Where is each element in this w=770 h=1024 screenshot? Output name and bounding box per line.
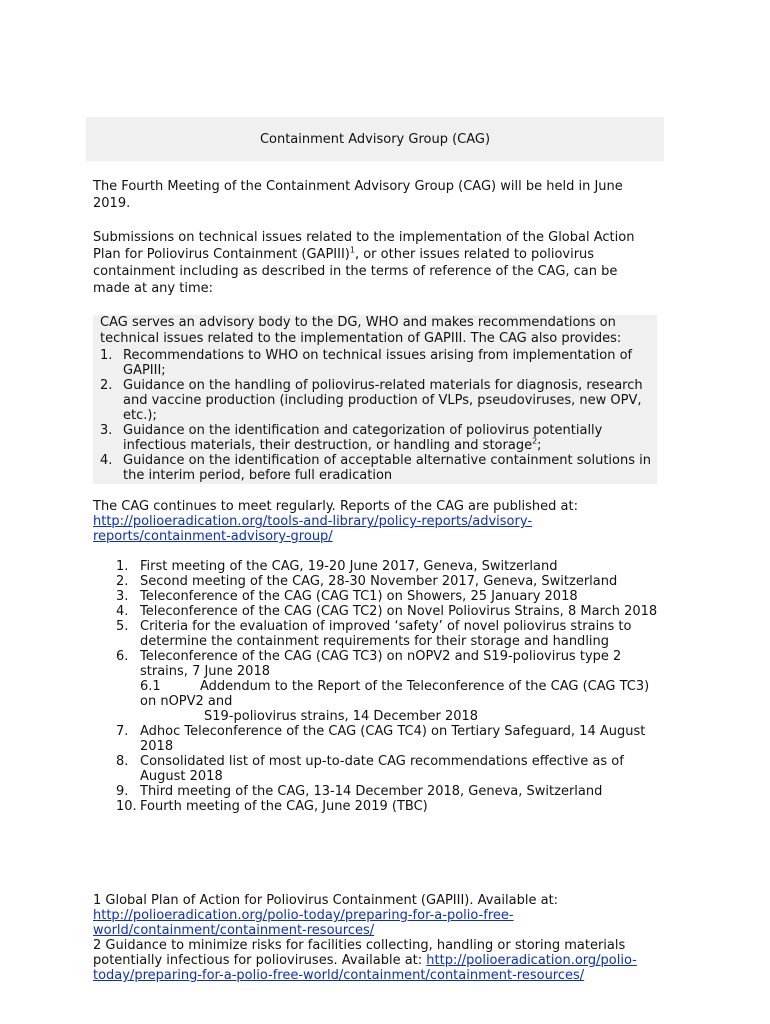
list-item-number: 4.: [100, 453, 113, 468]
meeting-item[interactable]: [116, 574, 661, 589]
footnote-1: [93, 893, 668, 938]
footnote-2: [93, 938, 668, 983]
list-item: [100, 423, 657, 453]
meeting-item[interactable]: [116, 604, 661, 619]
meeting-text: Third meeting of the CAG, 13-14 December 2018, Geneva, Switzerland: [140, 784, 603, 799]
meeting-item[interactable]: [116, 784, 661, 799]
meeting-subitem-text: Addendum to the Report of the Teleconference of the CAG (CAG TC3) on nOPV2 and: [140, 679, 650, 709]
meeting-item[interactable]: [116, 799, 661, 814]
list-item-text: Guidance on the identification of acceptable alternative containment solutions in the interim period, before full eradication: [123, 453, 651, 483]
meeting-subitem-continuation: S19-poliovirus strains, 14 December 2018: [204, 709, 479, 724]
meeting-number: 7.: [116, 724, 129, 739]
meeting-number: 10.: [116, 799, 137, 814]
meeting-text: First meeting of the CAG, 19-20 June 2017, Geneva, Switzerland: [140, 559, 558, 574]
meeting-item[interactable]: [116, 649, 661, 724]
page-title-box: [86, 117, 664, 161]
meeting-number: 8.: [116, 754, 129, 769]
list-item-number: 2.: [100, 378, 113, 393]
submissions-paragraph: [93, 229, 653, 297]
footnote-1-link[interactable]: http://polioeradication.org/polio-today/preparing-for-a-polio-free-world/containment/containment-resources/: [93, 908, 514, 938]
footnote-2-text: 2 Guidance to minimize risks for facilities collecting, handling or storing materials potentially infectious for polioviruses. Available at:: [93, 938, 626, 968]
cag-role-intro: CAG serves an advisory body to the DG, WHO and makes recommendations on technical issues related to the implementation of GAPIII. The CAG also provides:: [100, 315, 622, 346]
meeting-number: 2.: [116, 574, 129, 589]
list-item-number: 1.: [100, 348, 113, 363]
list-item-text-end: ;: [537, 438, 542, 453]
meeting-number: 5.: [116, 619, 129, 634]
footnote-1-text: 1 Global Plan of Action for Poliovirus Containment (GAPIII). Available at:: [93, 893, 559, 908]
meeting-number: 4.: [116, 604, 129, 619]
submissions-text-2: , or other issues related to poliovirus containment including as described in the terms of reference of the CAG, can be made at any time:: [93, 247, 618, 296]
meeting-item[interactable]: [116, 724, 661, 754]
meeting-text: Teleconference of the CAG (CAG TC3) on nOPV2 and S19-poliovirus type 2 strains, 7 June 2018: [140, 649, 622, 679]
meeting-subitem-number: 6.1: [140, 679, 161, 694]
meeting-number: 1.: [116, 559, 129, 574]
page-title: Containment Advisory Group (CAG): [259, 131, 491, 147]
meeting-item[interactable]: [116, 589, 661, 604]
cag-role-box: [93, 315, 657, 484]
list-item: [100, 348, 657, 378]
footnote-2-link[interactable]: http://polioeradication.org/polio-today/preparing-for-a-polio-free-world/containment/containment-resources/: [93, 953, 637, 983]
list-item-text: Guidance on the handling of poliovirus-related materials for diagnosis, research and vaccine production (including production of VLPs, pseudoviruses, new OPV, etc.);: [123, 378, 643, 423]
reports-link[interactable]: http://polioeradication.org/tools-and-library/policy-reports/advisory-reports/containment-advisory-group/: [93, 514, 533, 544]
meeting-text: Adhoc Teleconference of the CAG (CAG TC4) on Tertiary Safeguard, 14 August 2018: [140, 724, 646, 754]
reports-paragraph: [93, 499, 653, 544]
meeting-subitem[interactable]: [140, 679, 661, 709]
meeting-number: 3.: [116, 589, 129, 604]
list-item-text: Recommendations to WHO on technical issues arising from implementation of GAPIII;: [123, 348, 633, 378]
list-item-number: 3.: [100, 423, 113, 438]
meeting-text: Second meeting of the CAG, 28-30 November 2017, Geneva, Switzerland: [140, 574, 618, 589]
meeting-text: Teleconference of the CAG (CAG TC1) on Showers, 25 January 2018: [140, 589, 578, 604]
list-item-text: Guidance on the identification and categorization of poliovirus potentially infectious materials, their destruction, or handling and storage: [123, 423, 603, 453]
meetings-list: [116, 559, 661, 814]
meeting-text: Criteria for the evaluation of improved ‘safety’ of novel poliovirus strains to determine the containment requirements for their storage and handling: [140, 619, 632, 649]
cag-provides-list: [100, 348, 657, 483]
footnote-ref-1[interactable]: 1: [349, 245, 355, 255]
list-item: [100, 453, 657, 483]
submissions-text-1: Submissions on technical issues related to the implementation of the Global Action Plan for Poliovirus Containment (GAPIII): [93, 230, 635, 262]
meeting-announcement: The Fourth Meeting of the Containment Advisory Group (CAG) will be held in June 2019.: [93, 179, 623, 211]
meeting-text: Consolidated list of most up-to-date CAG recommendations effective as of August 2018: [140, 754, 624, 784]
footnote-ref-2[interactable]: 2: [532, 436, 538, 446]
meeting-text: Teleconference of the CAG (CAG TC2) on Novel Poliovirus Strains, 8 March 2018: [140, 604, 658, 619]
meeting-item[interactable]: [116, 559, 661, 574]
list-item: [100, 378, 657, 423]
footnotes: [93, 893, 668, 983]
meeting-item[interactable]: [116, 619, 661, 649]
meeting-item[interactable]: [116, 754, 661, 784]
meeting-number: 6.: [116, 649, 129, 664]
meeting-number: 9.: [116, 784, 129, 799]
meeting-text: Fourth meeting of the CAG, June 2019 (TBC): [140, 799, 428, 814]
reports-text: The CAG continues to meet regularly. Reports of the CAG are published at:: [93, 499, 578, 514]
